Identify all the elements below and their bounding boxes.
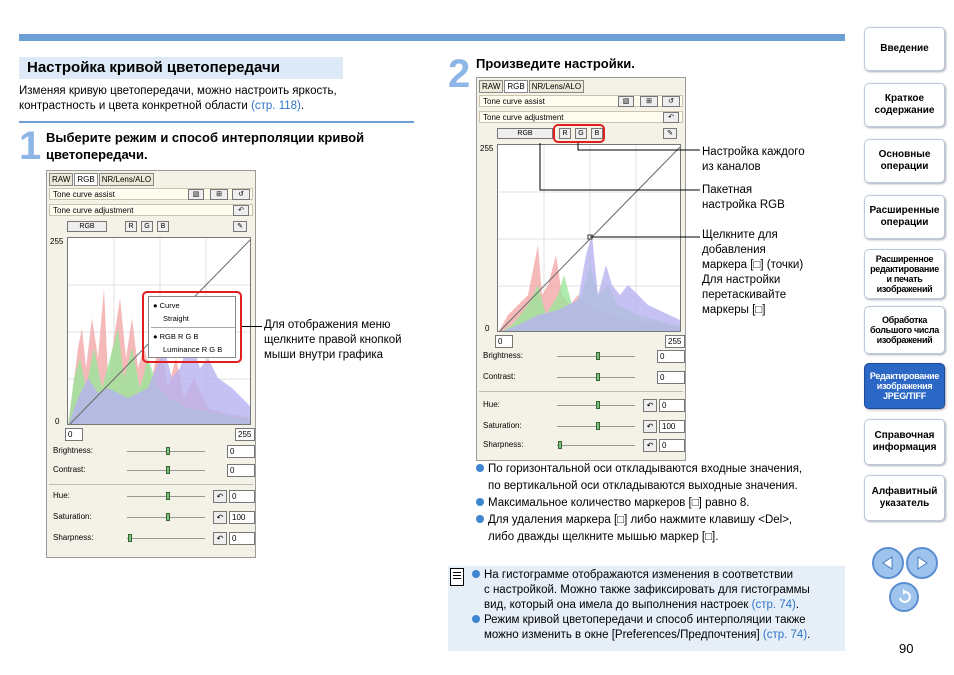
hue-reset-button[interactable]: ↶ bbox=[213, 490, 227, 503]
nav-intro-label: Введение bbox=[880, 43, 929, 54]
input-low-field-2[interactable]: 0 bbox=[495, 335, 513, 348]
step1-line-1: Выберите режим и способ интерполяции кривой bbox=[46, 130, 365, 145]
custom-assist-button[interactable]: ⊞ bbox=[210, 189, 228, 200]
arrow-right-icon bbox=[914, 555, 930, 571]
nav-index-label-1: Алфавитный bbox=[871, 486, 938, 497]
step2-text: Произведите настройки. bbox=[476, 56, 635, 71]
intro-line-2-text: контрастность и цвета конкретной области bbox=[19, 100, 252, 112]
prev-page-button[interactable] bbox=[872, 547, 904, 579]
brightness-field-2[interactable]: 0 bbox=[657, 350, 685, 363]
bullet-3-text: Для удаления маркера [□] либо нажмите клавишу <Del>, bbox=[488, 514, 793, 526]
sharpness-reset-button-2[interactable]: ↶ bbox=[643, 439, 657, 452]
marker-annotation bbox=[702, 228, 837, 318]
brightness-label: Brightness: bbox=[53, 446, 94, 455]
panel2-tabs bbox=[479, 80, 585, 92]
tone-curve-assist-label: Tone curve assist bbox=[53, 190, 115, 199]
nav-advanced-edit[interactable] bbox=[864, 249, 945, 299]
nav-advedit-label-3: и печать bbox=[886, 274, 923, 284]
hue-thumb[interactable] bbox=[166, 492, 170, 500]
menu-item-curve-label: Curve bbox=[159, 301, 180, 310]
saturation-field-2[interactable]: 100 bbox=[659, 420, 685, 433]
tone-curve-adjustment-label: Tone curve adjustment bbox=[53, 206, 134, 215]
hue-label-2: Hue: bbox=[483, 400, 500, 409]
nav-advanced-ops[interactable] bbox=[864, 195, 945, 239]
nav-jpeg-label-2: изображения bbox=[876, 381, 933, 391]
menu-annotation bbox=[264, 318, 434, 363]
batch-annotation-line-2: настройка RGB bbox=[702, 199, 785, 211]
nav-index-label-2: указатель bbox=[879, 498, 930, 509]
intro-text bbox=[19, 84, 409, 114]
return-arrow-icon bbox=[896, 589, 912, 605]
nav-index[interactable] bbox=[864, 475, 945, 521]
menu-item-curve[interactable]: ● Curve bbox=[153, 301, 180, 310]
tone-curve-adjustment-row-2 bbox=[479, 111, 683, 123]
saturation-thumb-2[interactable] bbox=[596, 422, 600, 430]
bullet-dot-icon bbox=[476, 498, 484, 506]
bullet-1 bbox=[476, 461, 846, 478]
nav-jpeg-label-3: JPEG/TIFF bbox=[883, 391, 926, 401]
marker-annotation-line-1: Щелкните для bbox=[702, 229, 778, 241]
g-channel-button-2[interactable]: G bbox=[575, 128, 587, 139]
input-low-field[interactable]: 0 bbox=[65, 428, 83, 441]
bullet-dot-icon bbox=[472, 570, 480, 578]
saturation-label-2: Saturation: bbox=[483, 421, 522, 430]
sharpness-label: Sharpness: bbox=[53, 533, 94, 542]
marker-annotation-line-5: перетаскивайте bbox=[702, 289, 787, 301]
menu-annotation-line-2: щелкните правой кнопкой bbox=[264, 334, 402, 346]
tone-curve-adjustment-label-2: Tone curve adjustment bbox=[483, 113, 564, 122]
eyedropper-icon[interactable]: ✎ bbox=[233, 221, 247, 232]
custom-assist-button-2[interactable]: ⊞ bbox=[640, 96, 658, 107]
menu-leader-line bbox=[242, 326, 262, 327]
arrow-left-icon bbox=[880, 555, 896, 571]
nav-toc[interactable] bbox=[864, 83, 945, 127]
tab-raw[interactable]: RAW bbox=[49, 173, 73, 186]
tone-curve-assist-label-2: Tone curve assist bbox=[483, 97, 545, 106]
bullet-dot-icon bbox=[472, 615, 480, 623]
marker-annotation-line-3: маркера [□] (точки) bbox=[702, 259, 804, 271]
note-text bbox=[472, 568, 844, 643]
input-high-field[interactable]: 255 bbox=[235, 428, 255, 441]
contrast-thumb[interactable] bbox=[166, 466, 170, 474]
intro-period: . bbox=[300, 100, 305, 112]
nav-reference[interactable] bbox=[864, 419, 945, 465]
graph-max-label: 255 bbox=[50, 237, 64, 246]
brightness-thumb-2[interactable] bbox=[596, 352, 600, 360]
section-title: Настройка кривой цветопередачи bbox=[19, 57, 343, 79]
nav-batch-label-1: Обработка bbox=[881, 315, 928, 325]
saturation-reset-button-2[interactable]: ↶ bbox=[643, 420, 657, 433]
context-menu-highlight bbox=[142, 291, 242, 363]
bullet-1-cont: по вертикальной оси откладываются выходные значения. bbox=[488, 480, 798, 492]
sharpness-label-2: Sharpness: bbox=[483, 440, 524, 449]
rgb-channel-button[interactable]: RGB bbox=[67, 221, 107, 232]
bullet-list bbox=[476, 461, 846, 546]
note-line-3-period: . bbox=[795, 599, 800, 611]
intro-line-1: Изменяя кривую цветопередачи, можно настроить яркость, bbox=[19, 85, 337, 97]
memo-icon bbox=[450, 568, 464, 586]
sharpness-thumb[interactable] bbox=[128, 534, 132, 542]
b-channel-button-2[interactable]: B bbox=[591, 128, 603, 139]
brightness-thumb[interactable] bbox=[166, 447, 170, 455]
note-line-3-text: вид, который она имела до выполнения настроек bbox=[484, 599, 752, 611]
nav-adv-label-1: Расширенные bbox=[869, 205, 940, 216]
saturation-field[interactable]: 100 bbox=[229, 511, 255, 524]
brightness-field[interactable]: 0 bbox=[227, 445, 255, 458]
bullet-3-cont: либо дважды щелкните мышью маркер [□]. bbox=[488, 531, 719, 543]
bullet-dot-icon bbox=[476, 515, 484, 523]
bullet-2-text: Максимальное количество маркеров [□] равно 8. bbox=[488, 497, 750, 509]
brightness-label-2: Brightness: bbox=[483, 351, 524, 360]
step1-text bbox=[46, 129, 416, 163]
bullet-dot-icon bbox=[476, 464, 484, 472]
nav-advedit-label-4: изображений bbox=[876, 284, 933, 294]
nav-batch-label-3: изображений bbox=[876, 335, 933, 345]
menu-annotation-line-3: мыши внутри графика bbox=[264, 349, 384, 361]
channels-leader bbox=[578, 143, 700, 150]
nav-basic-label-1: Основные bbox=[878, 149, 931, 160]
leader-lines-svg bbox=[500, 140, 705, 315]
note-line-5-text: можно изменить в окне [Preferences/Предпочтения] bbox=[484, 629, 763, 641]
note-line-2: с настройкой. Можно также зафиксировать для гистограммы bbox=[484, 584, 810, 596]
nav-jpeg-tiff-editing[interactable] bbox=[864, 363, 945, 409]
intro-line-2 bbox=[19, 99, 409, 114]
contrast-label-2: Contrast: bbox=[483, 372, 516, 381]
contrast-label: Contrast: bbox=[53, 465, 86, 474]
nav-jpeg-label-1: Редактирование bbox=[869, 371, 940, 381]
nav-batch-label-2: большого числа bbox=[870, 325, 939, 335]
reset-assist-button[interactable]: ↺ bbox=[232, 189, 250, 200]
step2-number: 2 bbox=[448, 52, 471, 96]
nav-toc-label-2: содержание bbox=[874, 105, 935, 116]
bullet-2 bbox=[476, 495, 846, 512]
contrast-field-2[interactable]: 0 bbox=[657, 371, 685, 384]
b-channel-button[interactable]: B bbox=[157, 221, 169, 232]
step1-rule bbox=[19, 121, 414, 123]
sharpness-slider-2[interactable] bbox=[557, 445, 635, 446]
step1-number: 1 bbox=[19, 124, 42, 168]
r-channel-button-2[interactable]: R bbox=[559, 128, 571, 139]
nav-basic-label-2: операции bbox=[880, 161, 929, 172]
tone-curve-assist-row bbox=[49, 188, 253, 200]
reset-assist-button-2[interactable]: ↺ bbox=[662, 96, 680, 107]
g-channel-button[interactable]: G bbox=[141, 221, 153, 232]
menu-item-rgb[interactable]: ● RGB R G B bbox=[153, 332, 199, 341]
auto-button-2[interactable]: ▧ bbox=[618, 96, 634, 107]
menu-item-luminance[interactable]: Luminance R G B bbox=[163, 345, 223, 354]
saturation-label: Saturation: bbox=[53, 512, 92, 521]
input-high-field-2[interactable]: 255 bbox=[665, 335, 685, 348]
intro-page-link[interactable]: (стр. 118) bbox=[251, 100, 301, 112]
menu-item-straight[interactable]: Straight bbox=[163, 314, 189, 323]
bullet-1-text: По горизонтальной оси откладываются входные значения, bbox=[488, 463, 803, 475]
note-page-link-2[interactable]: (стр. 74) bbox=[762, 629, 808, 641]
tab-nr-lens-alo-2[interactable]: NR/Lens/ALO bbox=[529, 80, 584, 93]
nav-toc-label-1: Краткое bbox=[884, 93, 925, 104]
contrast-field[interactable]: 0 bbox=[227, 464, 255, 477]
tab-nr-lens-alo[interactable]: NR/Lens/ALO bbox=[99, 173, 154, 186]
panel2-divider bbox=[479, 391, 683, 392]
nav-ref-label-1: Справочная bbox=[874, 430, 935, 441]
menu-item-rgb-label: RGB R G B bbox=[159, 332, 199, 341]
note-line-5-period: . bbox=[807, 629, 811, 641]
nav-basic-ops[interactable] bbox=[864, 139, 945, 183]
nav-advedit-label-2: редактирование bbox=[870, 264, 939, 274]
saturation-reset-button[interactable]: ↶ bbox=[213, 511, 227, 524]
menu-annotation-line-1: Для отображения меню bbox=[264, 319, 391, 331]
hue-reset-button-2[interactable]: ↶ bbox=[643, 399, 657, 412]
note-line-3 bbox=[472, 598, 844, 613]
sharpness-reset-button[interactable]: ↶ bbox=[213, 532, 227, 545]
marker-annotation-line-4: Для настройки bbox=[702, 274, 781, 286]
undo-curve-button-2[interactable]: ↶ bbox=[663, 112, 679, 123]
channels-annotation bbox=[702, 145, 832, 175]
batch-annotation-line-1: Пакетная bbox=[702, 184, 753, 196]
page-number: 90 bbox=[899, 641, 914, 656]
nav-ref-label-2: информация bbox=[872, 442, 937, 453]
tone-curve-assist-row-2 bbox=[479, 95, 683, 107]
tab-rgb[interactable]: RGB bbox=[74, 173, 97, 186]
sharpness-field-2[interactable]: 0 bbox=[659, 439, 685, 452]
nav-batch-processing[interactable] bbox=[864, 306, 945, 354]
marker-annotation-line-2: добавления bbox=[702, 244, 766, 256]
hue-field[interactable]: 0 bbox=[229, 490, 255, 503]
graph-min-label-2: 0 bbox=[485, 324, 490, 333]
sharpness-field[interactable]: 0 bbox=[229, 532, 255, 545]
tab-rgb-2[interactable]: RGB bbox=[504, 80, 527, 93]
graph-min-label: 0 bbox=[55, 417, 60, 426]
sharpness-slider[interactable] bbox=[127, 538, 205, 539]
eyedropper-icon-2[interactable]: ✎ bbox=[663, 128, 677, 139]
step1-line-2: цветопередачи. bbox=[46, 147, 148, 162]
top-rule bbox=[19, 34, 845, 41]
panel1-tabs bbox=[49, 173, 155, 185]
hue-label: Hue: bbox=[53, 491, 70, 500]
nav-intro[interactable] bbox=[864, 27, 945, 71]
rgb-channel-button-2[interactable]: RGB bbox=[497, 128, 553, 139]
channels-annotation-line-2: из каналов bbox=[702, 161, 761, 173]
panel1-divider bbox=[49, 484, 253, 485]
undo-curve-button[interactable]: ↶ bbox=[233, 205, 249, 216]
graph-max-label-2: 255 bbox=[480, 144, 494, 153]
nav-advedit-label-1: Расширенное bbox=[875, 254, 934, 264]
bullet-3 bbox=[476, 512, 846, 529]
r-channel-button[interactable]: R bbox=[125, 221, 137, 232]
tone-curve-adjustment-row bbox=[49, 204, 253, 216]
next-page-button[interactable] bbox=[906, 547, 938, 579]
channels-annotation-line-1: Настройка каждого bbox=[702, 146, 805, 158]
tab-raw-2[interactable]: RAW bbox=[479, 80, 503, 93]
note-line-4-text: Режим кривой цветопередачи и способ интерполяции также bbox=[484, 614, 806, 626]
sharpness-thumb-2[interactable] bbox=[558, 441, 562, 449]
note-page-link-1[interactable]: (стр. 74) bbox=[751, 599, 796, 611]
hue-thumb-2[interactable] bbox=[596, 401, 600, 409]
marker-annotation-line-6: маркеры [□] bbox=[702, 304, 766, 316]
auto-button[interactable]: ▧ bbox=[188, 189, 204, 200]
hue-field-2[interactable]: 0 bbox=[659, 399, 685, 412]
tone-curve-panel-1 bbox=[46, 170, 256, 558]
note-line-1 bbox=[472, 568, 844, 583]
return-button[interactable] bbox=[889, 582, 919, 612]
contrast-thumb-2[interactable] bbox=[596, 373, 600, 381]
note-box bbox=[448, 566, 845, 651]
nav-adv-label-2: операции bbox=[880, 217, 929, 228]
note-line-5 bbox=[472, 628, 844, 643]
note-line-4 bbox=[472, 613, 844, 628]
saturation-thumb[interactable] bbox=[166, 513, 170, 521]
batch-annotation bbox=[702, 183, 832, 213]
note-line-1-text: На гистограмме отображаются изменения в соответствии bbox=[484, 569, 794, 581]
